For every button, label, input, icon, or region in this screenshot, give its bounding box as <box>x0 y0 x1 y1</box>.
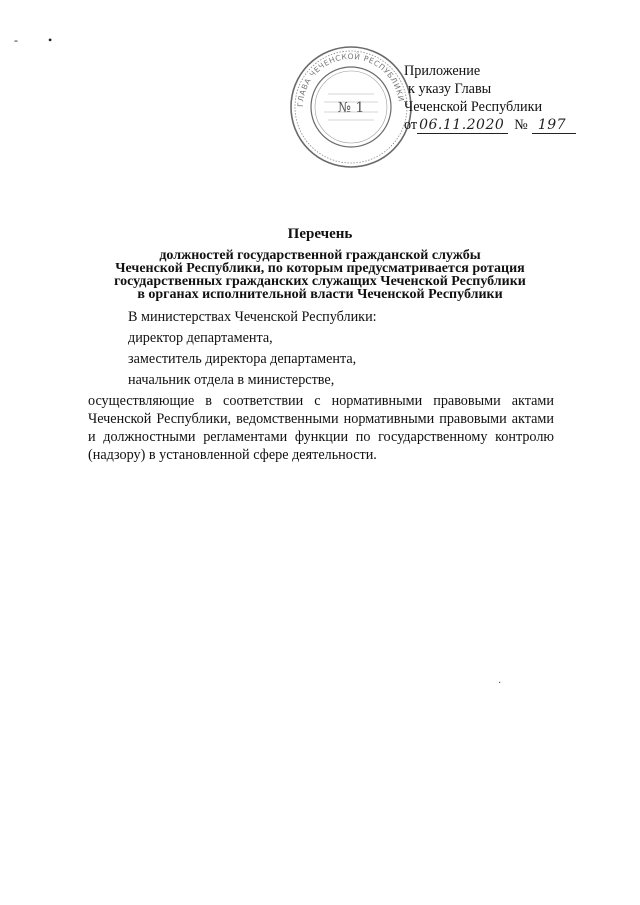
list-item: директор департамента, <box>128 330 273 346</box>
scan-mark-left: - <box>14 33 18 47</box>
appendix-line-3: Чеченской Республики <box>404 99 543 115</box>
appendix-line-1: Приложение <box>404 63 481 79</box>
list-item: В министерствах Чеченской Республики: <box>128 309 377 325</box>
seal-graphic <box>288 44 414 170</box>
seal-ring-text: ГЛАВА ЧЕЧЕНСКОЙ РЕСПУБЛИКИ <box>295 51 406 108</box>
document-title <box>90 228 550 301</box>
body-paragraph: осуществляющие в соответствии с нормативными правовыми актами Чеченской Республики, ведомственными нормативными правовыми актами и должностными регламентами функции по государственному контролю (надзору) в установленной сфере деятельности. <box>88 393 554 463</box>
title-line-4: в органах исполнительной власти Чеченской Республики <box>137 287 503 302</box>
seal-center-text: № 1 <box>337 100 365 116</box>
from-label: от <box>404 117 418 133</box>
appendix-header <box>404 62 576 134</box>
handwritten-number: 197 <box>532 117 576 134</box>
handwritten-date: 06.11.2020 <box>417 117 508 134</box>
document-body <box>88 308 554 464</box>
title-line-1: должностей государственной гражданской службы <box>159 248 481 263</box>
list-item: заместитель директора департамента, <box>128 351 357 367</box>
appendix-date-line <box>404 116 576 134</box>
list-item: начальник отдела в министерстве, <box>128 372 335 388</box>
appendix-line-2: к указу Главы <box>408 81 492 97</box>
number-label: № <box>514 117 528 133</box>
scan-mark-right: • <box>48 33 53 47</box>
scan-dot: · <box>498 678 502 689</box>
title-main: Перечень <box>287 226 353 242</box>
title-line-2: Чеченской Республики, по которым предусматривается ротация <box>115 261 525 276</box>
official-seal-icon <box>288 44 414 170</box>
title-line-3: государственных гражданских служащих Чеченской Республики <box>114 274 526 289</box>
